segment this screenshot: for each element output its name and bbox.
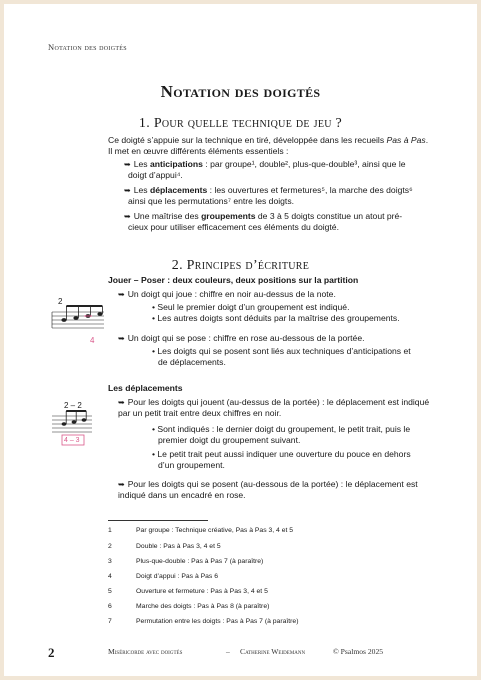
bullet-groupements-cont: cieux pour utiliser efficacement ces éléments du doigté. — [128, 222, 339, 232]
subheading-jouer-poser: Jouer – Poser : deux couleurs, deux positions sur la partition — [108, 275, 359, 285]
point-deplacement-joue-cont: par un petit trait entre deux chiffres en noir. — [118, 408, 282, 418]
arrow-bullet-icon: ➥ — [124, 186, 131, 195]
arrow-bullet-icon: ➥ — [118, 398, 125, 407]
dot-bullet-icon: • — [152, 424, 158, 434]
footnote-rule — [108, 520, 208, 521]
music-ex1-finger-top: 2 — [58, 297, 63, 306]
point-deplacement-joue-a: • Sont indiqués : le dernier doigt du groupement, le petit trait, puis le — [152, 424, 411, 434]
dot-bullet-icon: • — [152, 302, 158, 312]
footer-book-title: Miséricorde avec doigtés — [108, 647, 183, 656]
bullet-deplacements: ➥ Les déplacements : les ouvertures et fermetures⁵, la marche des doigts⁶ — [124, 185, 413, 195]
arrow-bullet-icon: ➥ — [118, 290, 125, 299]
running-header: Notation des doigtés — [48, 42, 127, 52]
footer-copyright: © Psalmos 2025 — [333, 647, 384, 656]
section-2-heading: 2. Principes d’écriture — [171, 258, 310, 273]
point-doigt-pose-a: • Les doigts qui se posent sont liés aux techniques d’anticipations et — [152, 346, 411, 356]
point-deplacement-joue-b-cont: d’un groupement. — [158, 460, 225, 470]
point-doigt-joue-a: • Seul le premier doigt d’un groupement est indiqué. — [152, 302, 350, 312]
point-doigt-joue-b: • Les autres doigts sont déduits par la maîtrise des groupements. — [152, 313, 400, 323]
point-doigt-pose: ➥ Un doigt qui se pose : chiffre en rose au-dessous de la portée. — [118, 333, 365, 343]
point-deplacement-pose-cont: indiqué dans un encadré en rose. — [118, 490, 246, 500]
dot-bullet-icon: • — [152, 313, 158, 323]
bullet-anticipations-cont: doigt d’appui⁴. — [128, 170, 183, 180]
section-1-heading: 1. Pour quelle technique de jeu ? — [138, 116, 343, 131]
page-title: Notation des doigtés — [160, 82, 321, 101]
point-deplacement-pose: ➥ Pour les doigts qui se posent (au-dessous de la portée) : le déplacement est — [118, 479, 418, 489]
section-1-intro-line-2: Il met en œuvre différents éléments essentiels : — [108, 146, 289, 156]
point-deplacement-joue-b: • Le petit trait peut aussi indiquer une ouverture du pouce en dehors — [152, 449, 411, 459]
bullet-groupements: ➥ Une maîtrise des groupements de 3 à 5 doigts constitue un atout pré- — [124, 211, 403, 221]
point-deplacement-joue-a-cont: premier doigt du groupement suivant. — [158, 435, 301, 445]
arrow-bullet-icon: ➥ — [118, 334, 125, 343]
footer-author: Catherine Weidemann — [240, 647, 306, 656]
music-ex2-finger-top: 2 – 2 — [64, 401, 82, 410]
point-deplacement-joue: ➥ Pour les doigts qui jouent (au-dessus de la portée) : le déplacement est indiqué — [118, 397, 430, 407]
footer-dash: – — [226, 647, 230, 656]
music-ex1-finger-bottom: 4 — [90, 336, 95, 345]
section-1-intro-line-1: Ce doigté s’appuie sur la technique en tiré, développée dans les recueils Pas à Pas. — [108, 135, 429, 145]
arrow-bullet-icon: ➥ — [118, 480, 125, 489]
arrow-bullet-icon: ➥ — [124, 212, 131, 221]
page-number: 2 — [48, 645, 55, 660]
dot-bullet-icon: • — [152, 449, 158, 459]
point-doigt-joue: ➥ Un doigt qui joue : chiffre en noir au-dessus de la note. — [118, 289, 336, 299]
dot-bullet-icon: • — [152, 346, 158, 356]
subheading-deplacements: Les déplacements — [108, 383, 183, 393]
page: Notation des doigtés Notation des doigtés 1. Pour quelle technique de jeu ? Ce doigté s’appuie sur la technique en tiré, développée dans les recueils Pas à Pas. Il met en œuvre différents éléments essentiels : ➥ Les anticipations : par groupe¹, double², plus-que-double³, ainsi que le doigt d’appui⁴. ➥ Les déplacements : les ouvertures et fermetures⁵, la marche des doigts⁶ ainsi que les permutations⁷ entre les doigts. ➥ Une maîtrise des groupements de 3 à 5 doigts constitue un atout pré- cieux pour utiliser efficacement ces éléments du doigté. 2. Principes d’écriture Jouer – Poser : deux couleurs, deux positions sur la partition 2 4 ➥ Un doigt qui joue : chiffre en noir au-dessus de la note. • Seul le premier doigt d’un groupement est indiqué. • Les autres doigts sont déduits par la maîtrise des groupements. ➥ Un doigt qui se pose : chiffre en rose au-dessous de la portée. • Les doigts qui se posent sont liés aux techniques d’anticipations et de déplacements. Les déplacements 2 – 2 4 – 3 ➥ Pour les doigts qui jouent (au-dessus de la portée) : le déplacement est indiqué par un petit trait entre deux chiffres en noir. • Sont indiqués : le dernier doigt du groupement, le petit trait, puis le premier doigt du groupement suivant. • Le petit trait peut aussi indiquer une ouverture du pouce en dehors d’un groupement. ➥ Pour les doigts qui se posent (au-dessous de la portée) : le déplacement est indiqué dans un encadré en rose. 1 Par groupe : Technique créative, Pas à Pas 3, 4 et 5 2 Double : Pas à Pas 3, 4 et 5 3 Plus-que-double : Pas à Pas 7 (à paraître) 4 Doigt d’appui : Pas à Pas 6 5 Ouverture et fermeture : Pas à Pas 3, 4 et 5 6 Marche des doigts : Pas à Pas 8 (à paraître) 7 Permutation entre les doigts : Pas à Pas 7 (à paraître) 2 Miséricorde avec doigtés – Catherine Weidemann © Psalmos 2025 — [4, 4, 477, 676]
arrow-bullet-icon: ➥ — [124, 160, 131, 169]
music-ex2-finger-bottom: 4 – 3 — [64, 437, 80, 444]
bullet-deplacements-cont: ainsi que les permutations⁷ entre les doigts. — [128, 196, 295, 206]
bullet-anticipations: ➥ Les anticipations : par groupe¹, double², plus-que-double³, ainsi que le — [124, 159, 406, 169]
point-doigt-pose-a-cont: de déplacements. — [158, 357, 226, 367]
